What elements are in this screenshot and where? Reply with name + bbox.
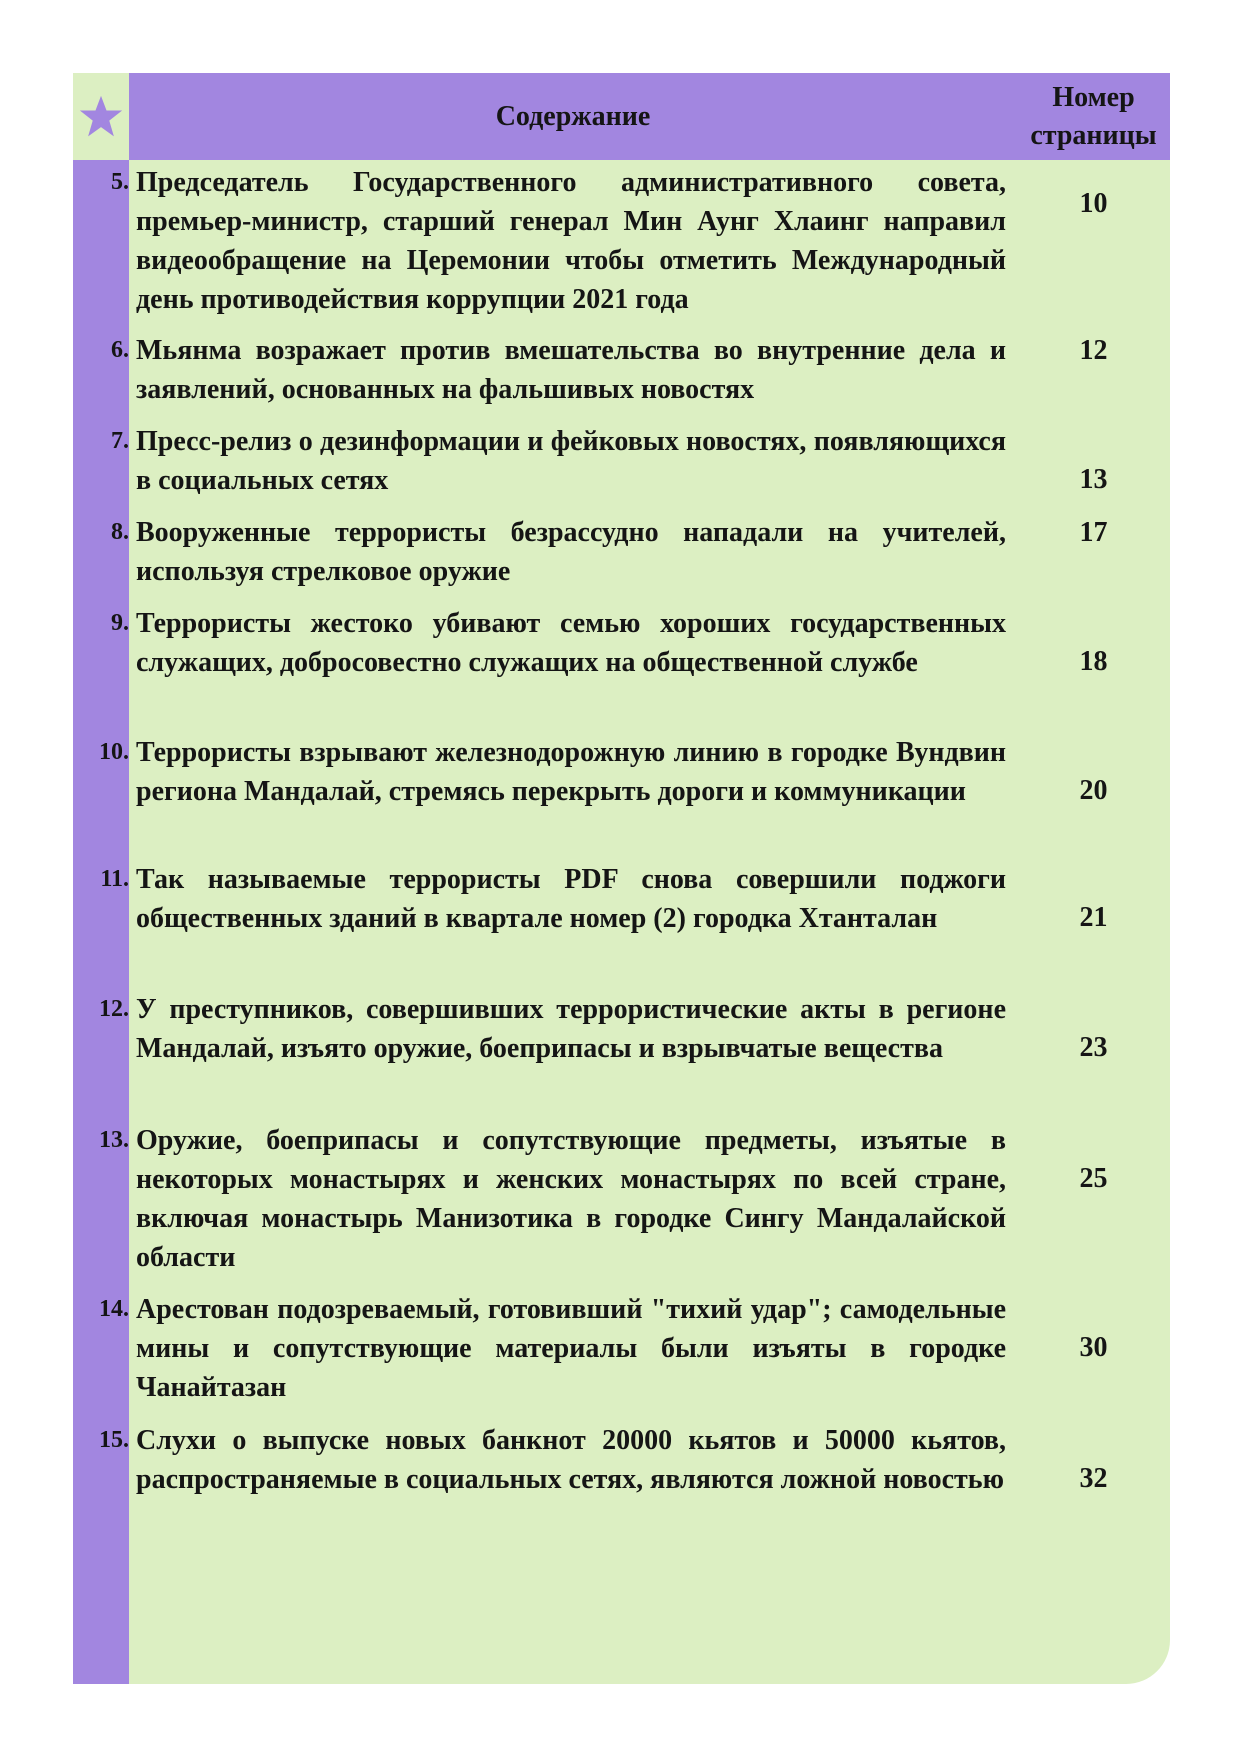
entry-title[interactable]: Арестован подозреваемый, готовивший "тихий удар"; самодельные мины и сопутствующие материалы были изъяты в городке Чанайтазан: [136, 1294, 1006, 1403]
star-icon: [78, 94, 124, 140]
entry-page[interactable]: 12: [1079, 335, 1108, 366]
entry-title[interactable]: У преступников, совершивших террористические акты в регионе Мандалай, изъято оружие, боеприпасы и взрывчатые вещества: [136, 994, 1006, 1064]
entry-number: 11.: [100, 866, 129, 892]
entry-number: 15.: [99, 1427, 129, 1453]
entry-title[interactable]: Террористы взрывают железнодорожную линию в городке Вундвин региона Мандалай, стремясь перекрыть дороги и коммуникации: [136, 737, 1006, 807]
entry-page[interactable]: 10: [1079, 188, 1108, 219]
page-number-heading: [1017, 73, 1170, 160]
entry-title[interactable]: Слухи о выпуске новых банкнот 20000 кьятов и 50000 кьятов, распространяемые в социальных сетях, являются ложной новостью: [136, 1425, 1006, 1495]
contents-heading: Содержание: [495, 100, 651, 132]
entry-number: 8.: [111, 519, 129, 545]
entry-page[interactable]: 23: [1079, 1032, 1108, 1063]
entry-title[interactable]: Так называемые террористы PDF снова совершили поджоги общественных зданий в квартале номер (2) городка Хтанталан: [136, 864, 1006, 934]
page-heading-line2: страницы: [1030, 119, 1157, 151]
entry-title[interactable]: Вооруженные террористы безрассудно нападали на учителей, используя стрелковое оружие: [136, 517, 1006, 587]
entry-page[interactable]: 25: [1079, 1163, 1108, 1194]
number-column-band: [73, 160, 129, 1684]
entry-number: 6.: [111, 337, 129, 363]
corner-badge: [73, 73, 129, 160]
entry-number: 9.: [111, 610, 129, 636]
entry-page[interactable]: 13: [1079, 464, 1108, 495]
entry-page[interactable]: 30: [1079, 1332, 1108, 1363]
entry-page[interactable]: 20: [1079, 775, 1108, 806]
entry-page[interactable]: 21: [1079, 902, 1108, 933]
entry-number: 10.: [99, 739, 129, 765]
page-heading-line1: Номер: [1052, 81, 1135, 113]
entry-number: 7.: [111, 428, 129, 454]
entry-page[interactable]: 17: [1079, 517, 1108, 548]
entry-page[interactable]: 18: [1079, 646, 1108, 677]
entry-title[interactable]: Председатель Государственного административного совета, премьер-министр, старший генерал Мин Аунг Хлаинг направил видеообращение на Церемонии чтобы отметить Международный день противодействия коррупции 2021 года: [136, 167, 1006, 315]
entry-number: 14.: [99, 1296, 129, 1322]
entry-title[interactable]: Мьянма возражает против вмешательства во внутренние дела и заявлений, основанных на фальшивых новостях: [136, 335, 1006, 405]
entry-title[interactable]: Оружие, боеприпасы и сопутствующие предметы, изъятые в некоторых монастырях и женских монастырях по всей стране, включая монастырь Манизотика в городке Сингу Мандалайской области: [136, 1125, 1006, 1273]
entry-number: 5.: [111, 169, 129, 195]
entry-number: 12.: [99, 996, 129, 1022]
entry-number: 13.: [99, 1127, 129, 1153]
contents-panel: [73, 73, 1170, 1684]
entry-title[interactable]: Террористы жестоко убивают семью хороших государственных служащих, добросовестно служащих на общественной службе: [136, 608, 1006, 678]
entry-title[interactable]: Пресс-релиз о дезинформации и фейковых новостях, появляющихся в социальных сетях: [136, 426, 1006, 496]
entry-page[interactable]: 32: [1079, 1463, 1108, 1494]
